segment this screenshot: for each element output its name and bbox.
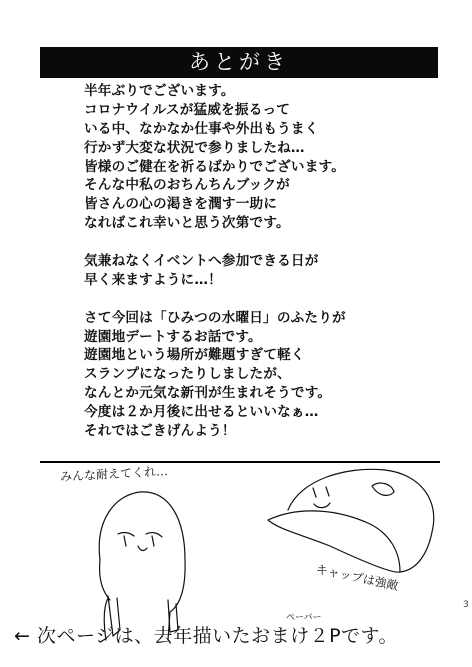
text-line: いる中、なかなか仕事や外出もうまく [84,120,319,137]
paragraph-gap [84,233,464,252]
text-line: なればこれ幸いと思う次第です。 [84,215,290,232]
handwritten-endure: みんな耐えてくれ… [59,464,169,484]
text-line: 遊園地という場所が難題すぎて軽く [84,347,305,364]
text-line: なんとか元気な新刊が生まれそうです。 [84,385,332,402]
afterword-heading: あとがき [40,47,438,78]
cap-eye-left [313,488,316,497]
paragraph-3 [84,309,464,441]
text-line: コロナウイルスが猛威を振るって [84,101,291,118]
text-line: そんな中私のおちんちんブックが [84,177,290,194]
cap-button [372,483,394,495]
blob-character-body [99,492,185,640]
text-line: 今度は２か月後に出せるといいなぁ… [84,404,319,421]
blob-mouth [138,546,147,550]
text-line: 皆さんの心の渇きを潤す一助に [84,196,278,213]
text-line: 行かず大変な状況で参りましたね… [84,139,305,156]
paragraph-2 [84,252,464,290]
text-line: 皆様のご健在を祈るばかりでございます。 [84,158,345,175]
handwritten-ruby: ペーパー [286,613,322,623]
blob-eye-left [118,533,134,546]
page-number: 3 [463,600,469,610]
text-line: 気兼ねなくイベントへ参加できる日が [84,253,319,270]
handwritten-cap-label: キャップは強敵 [314,561,400,594]
text-line: 遊園地デートするお話です。 [84,328,262,345]
text-line: 早く来ますように…！ [84,271,222,288]
text-line: 半年ぶりでございます。 [84,83,235,99]
text-line: それではごきげんよう！ [84,423,236,440]
cap-eye-right [326,487,329,496]
text-line: スランプになったりしましたが、 [84,366,291,383]
paragraph-gap [84,290,464,309]
text-line: さて今回は「ひみつの水曜日」のふたりが [84,309,346,326]
blob-eye-right [146,533,162,546]
cap-mouth [314,503,330,508]
handwritten-next-page-note: ← 次ページは、去年描いたおまけ２Pです。 [14,625,399,647]
afterword-body [84,82,464,441]
paragraph-1 [84,82,464,233]
